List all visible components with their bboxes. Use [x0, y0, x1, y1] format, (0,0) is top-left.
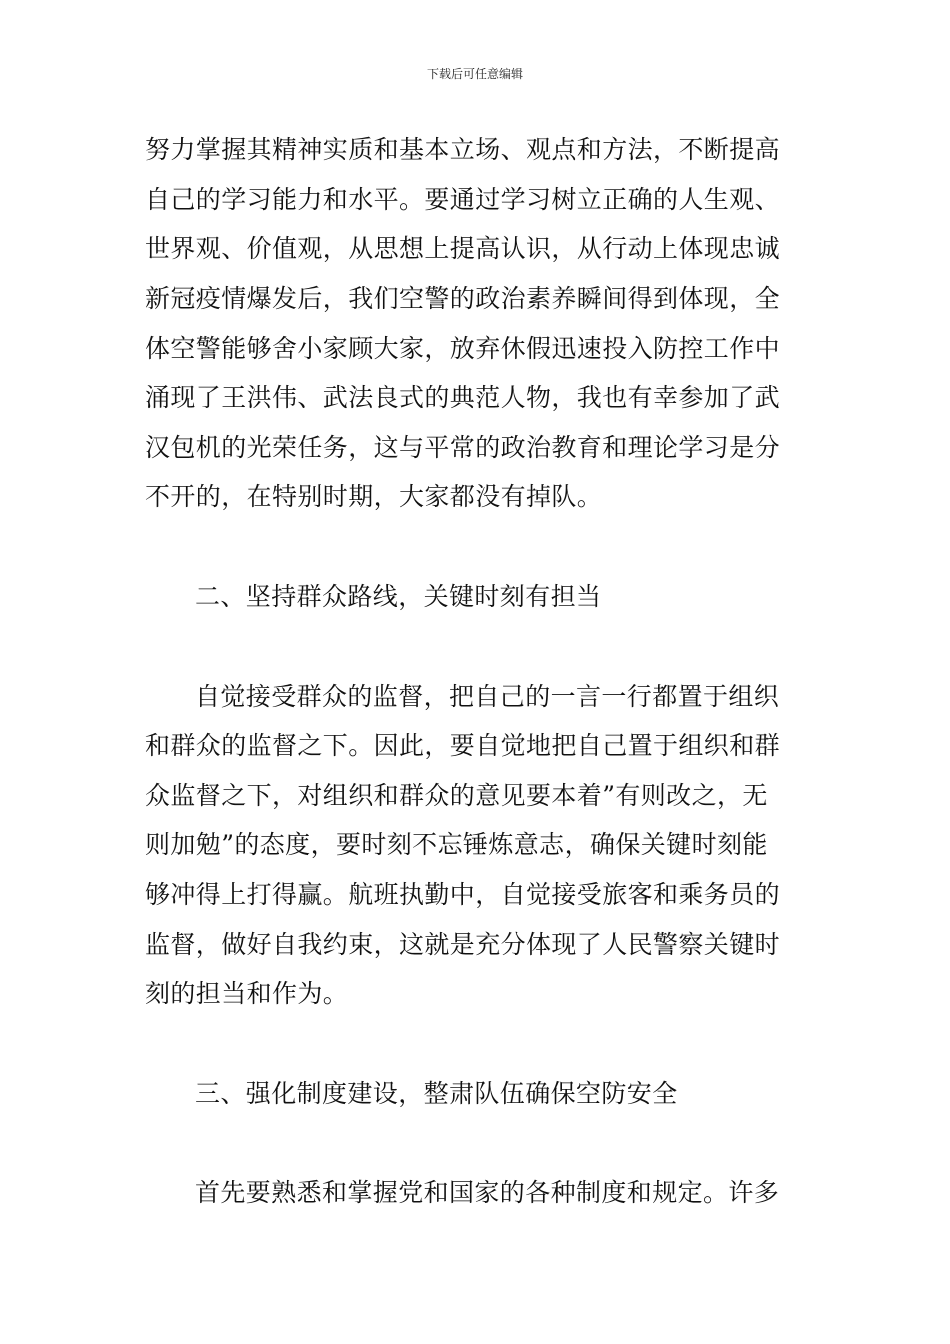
paragraph-line: 众监督之下，对组织和群众的意见要本着”有则改之，无 — [145, 781, 768, 810]
paragraph-line: 自觉接受群众的监督，把自己的一言一行都置于组织 — [195, 682, 780, 711]
paragraph-line: 则加勉”的态度，要时刻不忘锤炼意志，确保关键时刻能 — [145, 830, 768, 859]
paragraph-line: 世界观、价值观，从思想上提高认识，从行动上体现忠诚 — [145, 234, 781, 263]
section-heading: 三、强化制度建设，整肃队伍确保空防安全 — [195, 1079, 678, 1108]
paragraph-line: 首先要熟悉和掌握党和国家的各种制度和规定。许多 — [195, 1178, 780, 1207]
paragraph-line: 新冠疫情爆发后，我们空警的政治素养瞬间得到体现，全 — [145, 284, 781, 313]
paragraph-line: 和群众的监督之下。因此，要自觉地把自己置于组织和群 — [145, 731, 781, 760]
paragraph-line: 监督，做好自我约束，这就是充分体现了人民警察关键时 — [145, 930, 781, 959]
paragraph-line: 不开的，在特别时期，大家都没有掉队。 — [145, 482, 603, 511]
header-note: 下载后可任意编辑 — [426, 67, 523, 81]
section-heading: 二、坚持群众路线，关键时刻有担当 — [195, 582, 602, 611]
paragraph-line: 刻的担当和作为。 — [145, 979, 349, 1008]
paragraph-line: 努力掌握其精神实质和基本立场、观点和方法，不断提高 — [145, 135, 781, 164]
paragraph-line: 体空警能够舍小家顾大家，放弃休假迅速投入防控工作中 — [145, 334, 781, 363]
paragraph-line: 涌现了王洪伟、武法良式的典范人物，我也有幸参加了武 — [145, 383, 781, 412]
paragraph-line: 自己的学习能力和水平。要通过学习树立正确的人生观、 — [145, 185, 781, 214]
paragraph-line: 汉包机的光荣任务，这与平常的政治教育和理论学习是分 — [145, 433, 781, 462]
paragraph-line: 够冲得上打得赢。航班执勤中，自觉接受旅客和乘务员的 — [145, 880, 781, 909]
